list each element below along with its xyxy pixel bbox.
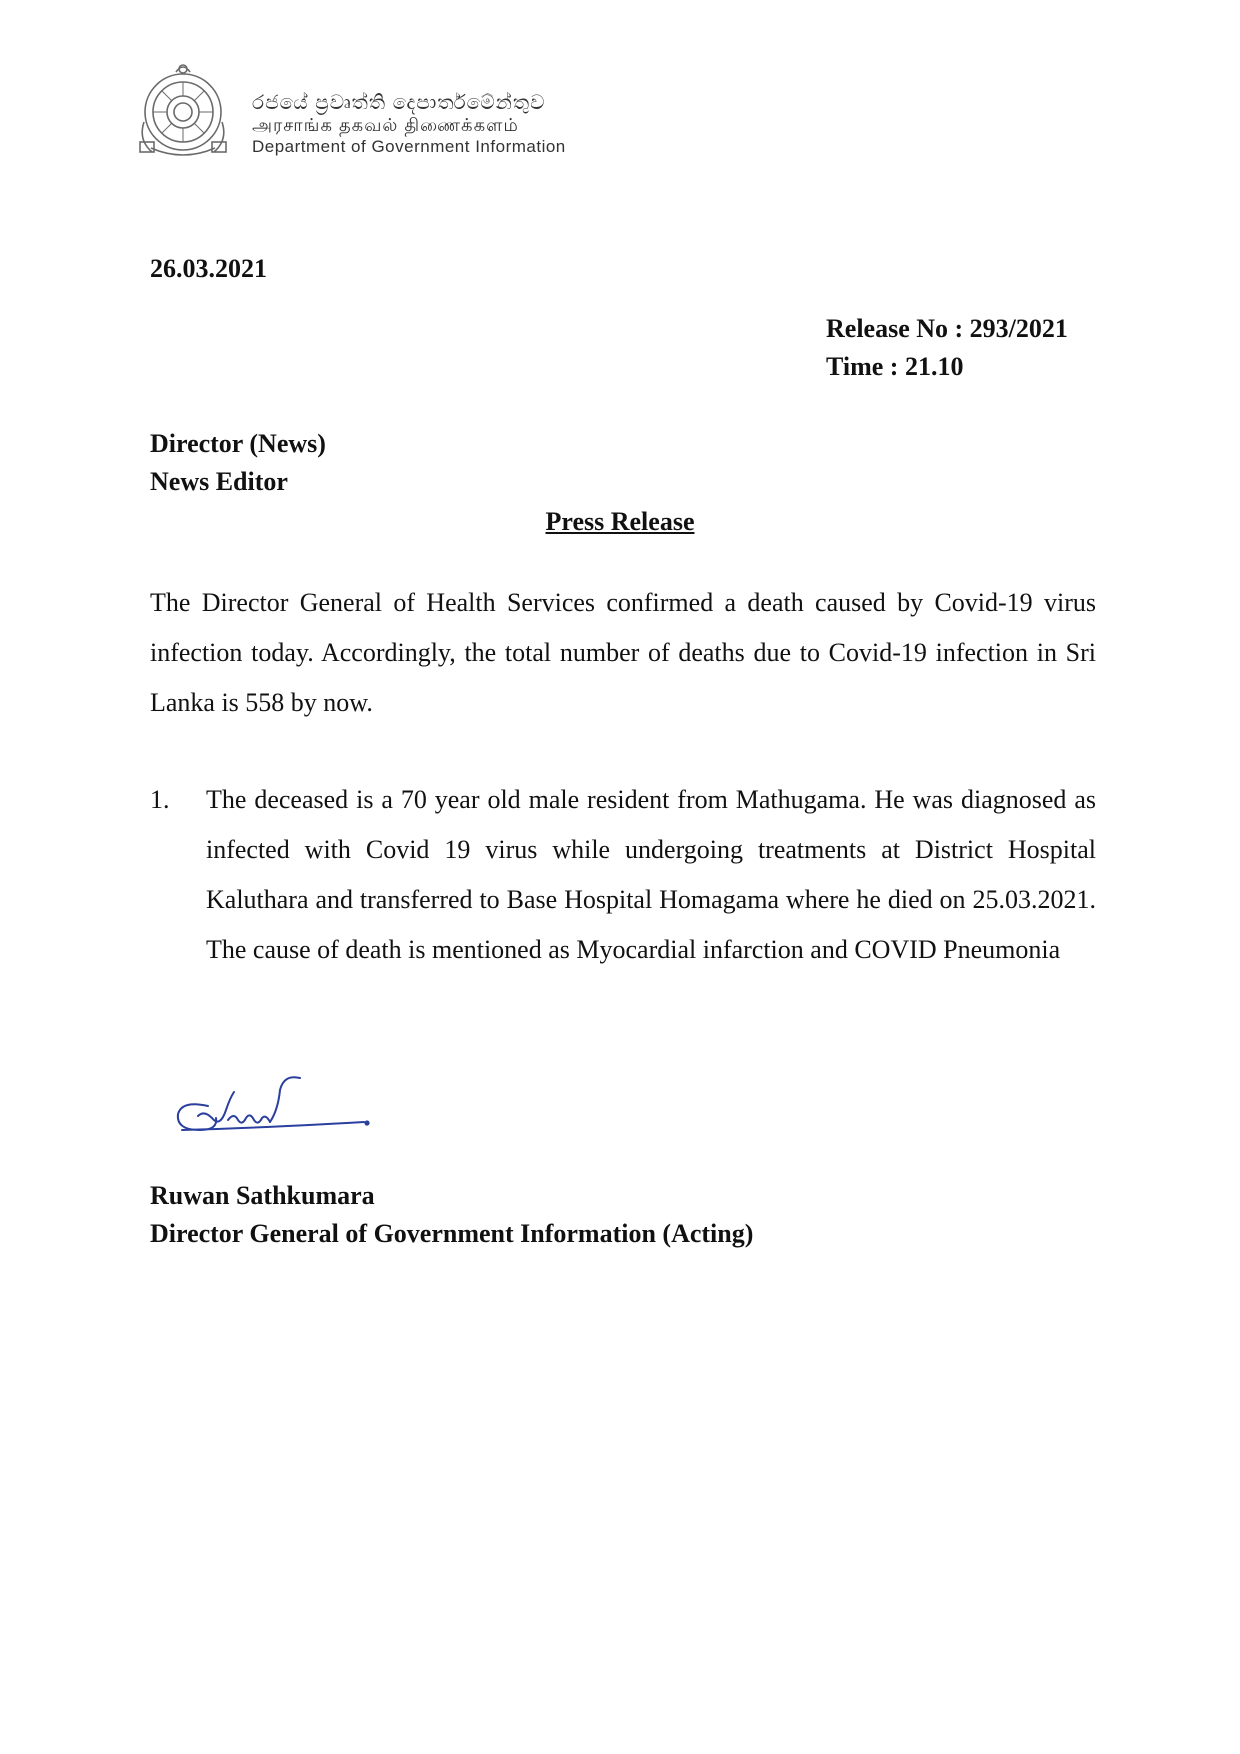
intro-paragraph: The Director General of Health Services confirmed a death caused by Covid-19 virus infection today. Accordingly, the total number of deaths due to Covid-19 infection in Sri Lanka is 558 by now. <box>150 588 1096 717</box>
department-name-tamil: அரசாங்க தகவல் திணைக்களம் <box>252 115 519 135</box>
signer-title: Director General of Government Information (Acting) <box>150 1219 754 1248</box>
government-emblem-icon <box>136 62 230 162</box>
signature-icon <box>168 1070 378 1150</box>
recipient-news-editor: News Editor <box>150 467 288 496</box>
release-number: Release No : 293/2021 <box>826 314 1068 343</box>
signer-name: Ruwan Sathkumara <box>150 1181 375 1210</box>
release-date: 26.03.2021 <box>150 254 267 283</box>
department-name-english: Department of Government Information <box>252 137 566 156</box>
release-time: Time : 21.10 <box>826 352 964 381</box>
list-item-text: The deceased is a 70 year old male resident from Mathugama. He was diagnosed as infected with Covid 19 virus while undergoing treatments at District Hospital Kaluthara and transferred to Base Hospital Homagama where he died on 25.03.2021. The cause of death is mentioned as Myocardial infarction and COVID Pneumonia <box>206 785 1096 964</box>
document-heading: Press Release <box>545 507 695 536</box>
letterhead <box>136 62 626 162</box>
department-name-sinhala: රජයේ ප්‍රවෘත්ති දෙපාර්තමේන්තුව <box>252 92 546 114</box>
recipient-director: Director (News) <box>150 429 326 458</box>
department-name-block <box>252 92 632 158</box>
list-item-number: 1. <box>150 785 170 814</box>
